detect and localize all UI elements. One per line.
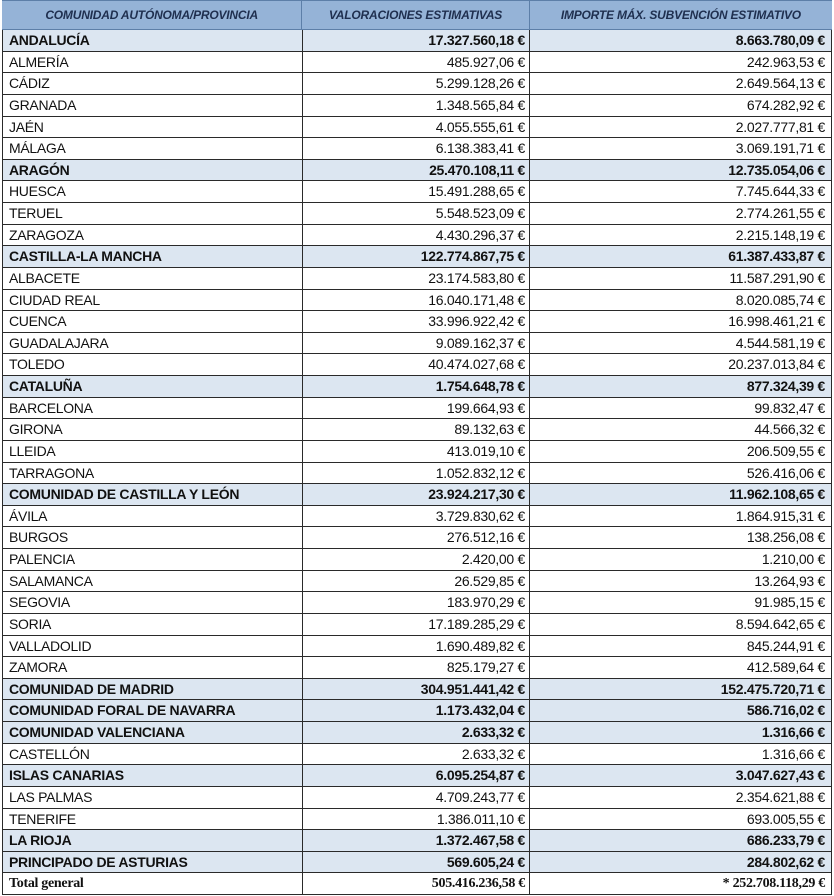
row-name-cell: BARCELONA (2, 398, 302, 419)
valuation-cell: 276.512,16 € (302, 527, 529, 548)
valuation-cell: 89.132,63 € (302, 419, 529, 440)
valuation-cell: 183.970,29 € (302, 592, 529, 613)
row-name-cell: PRINCIPADO DE ASTURIAS (2, 852, 302, 873)
subsidy-cell: 8.020.085,74 € (529, 290, 832, 311)
subsidy-cell: 2.649.564,13 € (529, 73, 832, 94)
subsidy-cell: 152.475.720,71 € (529, 679, 832, 700)
valuation-cell: 4.055.555,61 € (302, 117, 529, 138)
table-header (2, 0, 832, 30)
valuation-cell: 17.189.285,29 € (302, 614, 529, 635)
row-name-cell: VALLADOLID (2, 636, 302, 657)
subsidy-cell: 686.233,79 € (529, 830, 832, 851)
region-row (2, 376, 832, 398)
province-row (2, 441, 832, 463)
subsidy-cell: 16.998.461,21 € (529, 311, 832, 332)
subsidy-cell: 44.566,32 € (529, 419, 832, 440)
province-row (2, 614, 832, 636)
province-row (2, 95, 832, 117)
row-name-cell: COMUNIDAD VALENCIANA (2, 722, 302, 743)
subsidy-cell: 11.587.291,90 € (529, 268, 832, 289)
province-row (2, 592, 832, 614)
subsidy-cell: 877.324,39 € (529, 376, 832, 397)
row-name-cell: Total general (2, 873, 302, 894)
subsidy-cell: 526.416,06 € (529, 463, 832, 484)
region-row (2, 852, 832, 874)
header-region-province: COMUNIDAD AUTÓNOMA/PROVINCIA (45, 8, 258, 22)
valuation-cell: 825.179,27 € (302, 657, 529, 678)
subsidy-cell: 3.047.627,43 € (529, 765, 832, 786)
province-row (2, 52, 832, 74)
region-row (2, 679, 832, 701)
row-name-cell: ALBACETE (2, 268, 302, 289)
subsidy-cell: 11.962.108,65 € (529, 484, 832, 505)
valuation-cell: 23.174.583,80 € (302, 268, 529, 289)
row-name-cell: GIRONA (2, 419, 302, 440)
valuation-cell: 413.019,10 € (302, 441, 529, 462)
valuation-cell: 1.173.432,04 € (302, 700, 529, 721)
row-name-cell: TERUEL (2, 203, 302, 224)
subsidy-cell: 1.316,66 € (529, 722, 832, 743)
row-name-cell: TOLEDO (2, 354, 302, 375)
subsidy-cell: 693.005,55 € (529, 809, 832, 830)
row-name-cell: LA RIOJA (2, 830, 302, 851)
row-name-cell: TARRAGONA (2, 463, 302, 484)
header-max-subsidy-amount: IMPORTE MÁX. SUBVENCIÓN ESTIMATIVO (529, 1, 832, 29)
valuation-cell: 5.548.523,09 € (302, 203, 529, 224)
province-row (2, 744, 832, 766)
subsidy-cell: 2.027.777,81 € (529, 117, 832, 138)
valuation-cell: 505.416.236,58 € (302, 873, 529, 894)
subsidy-cell: 2.774.261,55 € (529, 203, 832, 224)
row-name-cell: LLEIDA (2, 441, 302, 462)
row-name-cell: SEGOVIA (2, 592, 302, 613)
province-row (2, 636, 832, 658)
valuation-cell: 6.095.254,87 € (302, 765, 529, 786)
subsidy-cell: 412.589,64 € (529, 657, 832, 678)
province-row (2, 290, 832, 312)
row-name-cell: TENERIFE (2, 809, 302, 830)
header-estimated-valuations: VALORACIONES ESTIMATIVAS (301, 1, 528, 29)
subsidy-cell: 138.256,08 € (529, 527, 832, 548)
province-row (2, 333, 832, 355)
region-row (2, 830, 832, 852)
subsidy-cell: 20.237.013,84 € (529, 354, 832, 375)
valuation-cell: 23.924.217,30 € (302, 484, 529, 505)
valuation-cell: 1.372.467,58 € (302, 830, 529, 851)
region-row (2, 700, 832, 722)
province-row (2, 138, 832, 160)
subsidy-cell: 1.864.915,31 € (529, 506, 832, 527)
row-name-cell: CUENCA (2, 311, 302, 332)
row-name-cell: SALAMANCA (2, 571, 302, 592)
province-row (2, 117, 832, 139)
valuation-cell: 2.633,32 € (302, 722, 529, 743)
subsidy-cell: 8.594.642,65 € (529, 614, 832, 635)
valuation-cell: 26.529,85 € (302, 571, 529, 592)
province-row (2, 225, 832, 247)
subsidy-cell: 206.509,55 € (529, 441, 832, 462)
province-row (2, 809, 832, 831)
province-row (2, 527, 832, 549)
subsidy-cell: 4.544.581,19 € (529, 333, 832, 354)
province-row (2, 419, 832, 441)
province-row (2, 787, 832, 809)
province-row (2, 657, 832, 679)
region-row (2, 30, 832, 52)
subsidy-cell: 1.316,66 € (529, 744, 832, 765)
row-name-cell: CATALUÑA (2, 376, 302, 397)
subsidy-cell: 61.387.433,87 € (529, 246, 832, 267)
valuation-cell: 122.774.867,75 € (302, 246, 529, 267)
subsidy-cell: 845.244,91 € (529, 636, 832, 657)
row-name-cell: ISLAS CANARIAS (2, 765, 302, 786)
row-name-cell: CASTELLÓN (2, 744, 302, 765)
valuation-cell: 15.491.288,65 € (302, 181, 529, 202)
province-row (2, 506, 832, 528)
valuation-cell: 25.470.108,11 € (302, 160, 529, 181)
subsidy-cell: 3.069.191,71 € (529, 138, 832, 159)
subsidy-cell: 91.985,15 € (529, 592, 832, 613)
subsidy-cell: 2.215.148,19 € (529, 225, 832, 246)
province-row (2, 73, 832, 95)
province-row (2, 181, 832, 203)
valuation-cell: 4.709.243,77 € (302, 787, 529, 808)
valuation-cell: 304.951.441,42 € (302, 679, 529, 700)
province-row (2, 549, 832, 571)
subsidy-table (2, 0, 832, 895)
province-row (2, 398, 832, 420)
valuation-cell: 1.754.648,78 € (302, 376, 529, 397)
province-row (2, 571, 832, 593)
row-name-cell: MÁLAGA (2, 138, 302, 159)
valuation-cell: 4.430.296,37 € (302, 225, 529, 246)
province-row (2, 311, 832, 333)
row-name-cell: COMUNIDAD DE MADRID (2, 679, 302, 700)
region-row (2, 765, 832, 787)
province-row (2, 203, 832, 225)
region-row (2, 722, 832, 744)
valuation-cell: 9.089.162,37 € (302, 333, 529, 354)
row-name-cell: CÁDIZ (2, 73, 302, 94)
region-row (2, 484, 832, 506)
subsidy-cell: 1.210,00 € (529, 549, 832, 570)
valuation-cell: 199.664,93 € (302, 398, 529, 419)
province-row (2, 463, 832, 485)
region-row (2, 246, 832, 268)
subsidy-cell: 99.832,47 € (529, 398, 832, 419)
row-name-cell: COMUNIDAD FORAL DE NAVARRA (2, 700, 302, 721)
valuation-cell: 1.386.011,10 € (302, 809, 529, 830)
subsidy-cell: * 252.708.118,29 € (529, 873, 832, 894)
row-name-cell: ANDALUCÍA (2, 30, 302, 51)
subsidy-cell: 8.663.780,09 € (529, 30, 832, 51)
table-body (2, 30, 832, 895)
valuation-cell: 2.633,32 € (302, 744, 529, 765)
valuation-cell: 17.327.560,18 € (302, 30, 529, 51)
valuation-cell: 16.040.171,48 € (302, 290, 529, 311)
valuation-cell: 485.927,06 € (302, 52, 529, 73)
row-name-cell: PALENCIA (2, 549, 302, 570)
province-row (2, 268, 832, 290)
region-row (2, 160, 832, 182)
row-name-cell: CIUDAD REAL (2, 290, 302, 311)
row-name-cell: ALMERÍA (2, 52, 302, 73)
row-name-cell: GUADALAJARA (2, 333, 302, 354)
valuation-cell: 40.474.027,68 € (302, 354, 529, 375)
row-name-cell: BURGOS (2, 527, 302, 548)
row-name-cell: COMUNIDAD DE CASTILLA Y LEÓN (2, 484, 302, 505)
subsidy-cell: 12.735.054,06 € (529, 160, 832, 181)
valuation-cell: 5.299.128,26 € (302, 73, 529, 94)
row-name-cell: LAS PALMAS (2, 787, 302, 808)
subsidy-cell: 242.963,53 € (529, 52, 832, 73)
province-row (2, 354, 832, 376)
row-name-cell: ZAMORA (2, 657, 302, 678)
row-name-cell: CASTILLA-LA MANCHA (2, 246, 302, 267)
row-name-cell: ZARAGOZA (2, 225, 302, 246)
valuation-cell: 6.138.383,41 € (302, 138, 529, 159)
valuation-cell: 1.348.565,84 € (302, 95, 529, 116)
row-name-cell: HUESCA (2, 181, 302, 202)
subsidy-cell: 586.716,02 € (529, 700, 832, 721)
row-name-cell: JAÉN (2, 117, 302, 138)
subsidy-cell: 674.282,92 € (529, 95, 832, 116)
row-name-cell: SORIA (2, 614, 302, 635)
total-row (2, 873, 832, 895)
valuation-cell: 569.605,24 € (302, 852, 529, 873)
valuation-cell: 33.996.922,42 € (302, 311, 529, 332)
subsidy-cell: 13.264,93 € (529, 571, 832, 592)
subsidy-cell: 7.745.644,33 € (529, 181, 832, 202)
valuation-cell: 1.690.489,82 € (302, 636, 529, 657)
valuation-cell: 1.052.832,12 € (302, 463, 529, 484)
subsidy-cell: 2.354.621,88 € (529, 787, 832, 808)
valuation-cell: 3.729.830,62 € (302, 506, 529, 527)
row-name-cell: ÁVILA (2, 506, 302, 527)
row-name-cell: ARAGÓN (2, 160, 302, 181)
row-name-cell: GRANADA (2, 95, 302, 116)
valuation-cell: 2.420,00 € (302, 549, 529, 570)
subsidy-cell: 284.802,62 € (529, 852, 832, 873)
